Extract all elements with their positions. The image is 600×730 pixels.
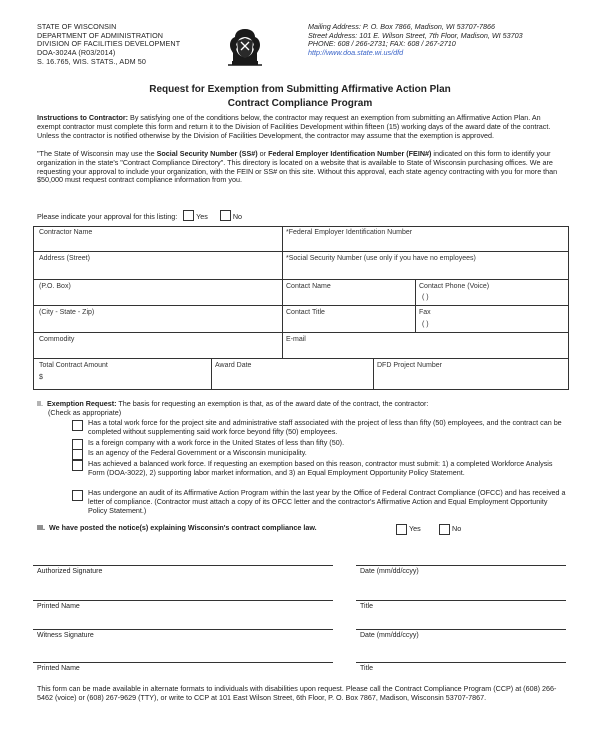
title2-label: Title <box>360 665 373 672</box>
exemption-number: II. <box>37 399 43 408</box>
approval-no-label: No <box>232 212 243 221</box>
date1-line[interactable] <box>356 565 566 566</box>
instructions-text: By satisfying one of the conditions below, the contractor may request an exemption from submitting an Affirmative Action Plan. An exempt contractor must complete this form and return it to the Division of Facilities Development within fifteen (15) working days of the award date of the contract. Unless the contractor is notified otherwise by the Division of Facilities Development, the contractor may assume that the exemption is approved. <box>37 113 551 140</box>
printed-name2-label: Printed Name <box>37 665 80 672</box>
website-link[interactable]: http://www.doa.state.wi.us/dfd <box>308 48 404 58</box>
check-note: (Check as appropriate) <box>48 407 122 417</box>
statute-reference: S. 16.765, WIS. STATS., ADM 50 <box>37 56 146 66</box>
fax-field[interactable]: Fax <box>419 309 431 316</box>
approval-row <box>37 210 565 222</box>
exemption-item-4: Has achieved a balanced work force. If requesting an exemption based on this reason, contractor must submit: 1) a completed Workforce Analysis Form (DOA-3022), 2) supporting labor market information, and 3) an Equal Employment Opportunity Policy Statement. <box>88 459 553 477</box>
exemption-label: Exemption Request: <box>47 399 117 408</box>
authorized-signature-label: Authorized Signature <box>37 568 103 575</box>
printed-name2-line[interactable] <box>33 662 333 663</box>
total-contract-amount-field[interactable]: Total Contract Amount <box>39 362 108 369</box>
address-field[interactable]: Address (Street) <box>39 255 90 262</box>
city-state-zip-field[interactable]: (City - State - Zip) <box>39 309 95 316</box>
agency-header <box>37 23 180 67</box>
privacy-notice <box>37 150 565 185</box>
mailing-address: Mailing Address: P. O. Box 7866, Madison, WI 53707-7866 <box>308 22 495 31</box>
exemption-item-1: Has a total work force for the project site and administrative staff associated with the project of less than fifty (50) employees, and the contract can be completed without supplementing said work force beyond fifty (50) employees. <box>88 418 562 436</box>
notice-number: III. <box>37 523 45 532</box>
agency-line: DEPARTMENT OF ADMINISTRATION <box>37 30 164 40</box>
form-subtitle: Contract Compliance Program <box>227 98 373 109</box>
date1-label: Date (mm/dd/ccyy) <box>360 568 419 575</box>
phone-fax: PHONE: 608 / 266-2731; FAX: 608 / 267-2710 <box>308 39 456 49</box>
phone-area-code: ( ) <box>422 294 429 301</box>
title2-line[interactable] <box>356 662 566 663</box>
dollar-sign: $ <box>39 374 43 381</box>
fax-area-code: ( ) <box>422 321 429 328</box>
instructions-label: Instructions to Contractor: <box>37 113 129 122</box>
exemption-text: The basis for requesting an exemption is that, as of the award date of the contract, the contractor: <box>116 399 429 408</box>
exemption-checkbox-3[interactable] <box>72 449 83 460</box>
notice-yes-checkbox[interactable] <box>396 524 407 535</box>
ssn-bold: Social Security Number (SS#) <box>156 149 258 158</box>
notice-no-checkbox[interactable] <box>439 524 450 535</box>
instructions <box>37 114 565 140</box>
state-seal-icon <box>224 27 266 69</box>
contractor-name-field[interactable]: Contractor Name <box>39 229 93 236</box>
agency-line: STATE OF WISCONSIN <box>37 22 117 31</box>
dfd-project-number-field[interactable]: DFD Project Number <box>377 362 442 369</box>
exemption-item-5: Has undergone an audit of its Affirmative Action Program within the last year by the Office of Federal Contract Compliance (OFCC) and has received a letter of compliance. (Contractor must attach a copy of its OFCC letter and the contractor's Affirmative Action and Equal Employment Opportunity Policy Statement.) <box>88 488 566 515</box>
witness-signature-line[interactable] <box>33 629 333 630</box>
approval-yes-label: Yes <box>196 212 208 221</box>
date2-line[interactable] <box>356 629 566 630</box>
contact-title-field[interactable]: Contact Title <box>286 309 325 316</box>
form-title: Request for Exemption from Submitting Affirmative Action Plan <box>149 84 451 95</box>
po-box-field[interactable]: (P.O. Box) <box>39 283 71 290</box>
contractor-info-table <box>33 226 569 390</box>
exemption-checkbox-4[interactable] <box>72 460 83 471</box>
accessibility-footer: This form can be made available in alternate formats to individuals with disabilities upon request. Please call the Contract Compliance Program (CCP) at (608) 266-5462 (voice) or (608) 267-9629 (TTY), or write to CCP at 101 East Wilson Street, 6th Floor, P. O. Box 7867, Madison, Wisconsin 53707-7867. <box>37 684 557 702</box>
exemption-checkbox-1[interactable] <box>72 420 83 431</box>
exemption-checkbox-5[interactable] <box>72 490 83 501</box>
award-date-field[interactable]: Award Date <box>215 362 252 369</box>
printed-name1-line[interactable] <box>33 600 333 601</box>
printed-name1-label: Printed Name <box>37 603 80 610</box>
authorized-signature-line[interactable] <box>33 565 333 566</box>
exemption-item-2: Is a foreign company with a work force in the United States of less than fifty (50). <box>88 438 345 447</box>
title1-label: Title <box>360 603 373 610</box>
commodity-field[interactable]: Commodity <box>39 336 75 343</box>
approval-yes-checkbox[interactable] <box>183 210 194 221</box>
title1-line[interactable] <box>356 600 566 601</box>
approval-no-checkbox[interactable] <box>220 210 231 221</box>
privacy-text: indicated on this form to identify your organization in the state's "Contract Compliance Directory". This directory is located on a website that is available to State of Wisconsin purchasing offices. We are requesting your approval to include your organization, with the FEIN or SS# on this site. Without this approval, each state agency contracting with you for more than $50,000 must request contract compliance information from you. <box>37 149 558 185</box>
notice-row <box>37 524 565 533</box>
exemption-request <box>37 400 567 418</box>
ssn-field[interactable]: *Social Security Number (use only if you have no employees) <box>286 255 476 262</box>
email-field[interactable]: E-mail <box>286 336 306 343</box>
exemption-item-3: Is an agency of the Federal Government or a Wisconsin municipality. <box>88 448 307 457</box>
witness-signature-label: Witness Signature <box>37 632 94 639</box>
fein-bold: Federal Employer Identification Number (FEIN#) <box>268 149 432 158</box>
privacy-text: "The State of Wisconsin may use the <box>37 149 157 158</box>
form-number: DOA-3024A (R03/2014) <box>37 48 116 58</box>
contact-phone-field[interactable]: Contact Phone (Voice) <box>419 283 490 290</box>
notice-no-label: No <box>452 524 462 533</box>
contact-name-field[interactable]: Contact Name <box>286 283 331 290</box>
approval-prompt: Please indicate your approval for this listing: <box>37 212 178 221</box>
fein-field[interactable]: *Federal Employer Identification Number <box>286 229 413 236</box>
notice-yes-label: Yes <box>409 524 421 533</box>
street-address: Street Address: 101 E. Wilson Street, 7th Floor, Madison, WI 53703 <box>308 30 523 40</box>
date2-label: Date (mm/dd/ccyy) <box>360 632 419 639</box>
notice-text: We have posted the notice(s) explaining Wisconsin's contract compliance law. <box>49 523 317 532</box>
agency-line: DIVISION OF FACILITIES DEVELOPMENT <box>37 39 181 49</box>
privacy-text: or <box>257 149 269 158</box>
contact-header <box>308 23 523 58</box>
